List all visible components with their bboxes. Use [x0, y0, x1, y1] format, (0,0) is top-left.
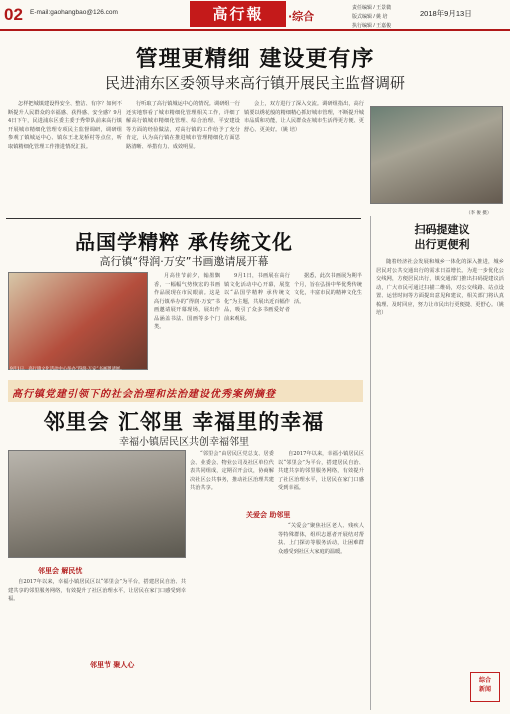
neighbor-column-2: “邻里会”由居民区党总支、居委会、业委会、物业公司及社区单位代表共同组成，定期召开会议，协商解决社区公共事务，推动社区治理共建共治共享。	[190, 451, 274, 491]
culture-column-1: 月高佳节前夕，翰墨飘香，一幅幅气势恢宏的书画作品展现在市民眼前。这是高行镇举办的“得润·万安”书画邀请展开幕现场，展出作品涵盖书法、国画等多个门类。	[154, 273, 220, 330]
page-number: 02	[4, 5, 23, 24]
editor-credits	[352, 4, 391, 31]
sidebar-body: 随着经济社会发展和城乡一体化的深入推进，城乡居民对公共交通出行的需求日益增长。为进一步优化公交线网，方便居民出行，镇交通部门推出扫码提建议活动，广大市民可通过扫描二维码，对公交线路、站点设置、运营时间等方面提出意见和建议，相关部门将认真梳理、及时回应，努力让市民出行更便捷、更舒心。（姚 培）	[376, 259, 504, 316]
header-rule	[0, 29, 510, 31]
subhead-festival: 邻里节 聚人心	[90, 661, 135, 669]
exhibition-caption: 9月1日，高行镇文化活动中心举办“得润·万安”书画邀请展。	[10, 367, 125, 372]
subhead-relieve: 邻里会 解民忧	[38, 567, 83, 575]
section-divider	[6, 218, 361, 219]
exhibition-photo	[8, 272, 148, 370]
lead-subheadline: 民进浦东区委领导来高行镇开展民主监督调研	[104, 74, 405, 92]
neighbor-photo	[8, 450, 186, 558]
stamp-text: 综合 新闻	[478, 677, 491, 693]
neighbor-column-3a: 自2017年以来，幸福小镇居民区以“邻里会”为平台，搭建居民自治、共建共享的邻里服务网络，有效提升了社区治理水平，让居民在家门口感受到幸福。	[278, 451, 364, 491]
lead-column-1: 怎样把城镇建设得安全、整洁、有序？如何不断提升人民群众的幸福感、获得感、安全感？9月4日下午，民进浦东区委主委于秀带队前来高行镇开展城市精细化管理专项民主监督调研，调研组参观了镇城运中心、镇东王北龙桥村等点位，听取镇精细化管理工作推进情况汇报。	[8, 101, 122, 150]
issue-date: 2018年9月13日	[420, 9, 472, 18]
lead-column-2: 行听取了高行镇城运中心的情况。调研组一行还实地察看了城市精细化管理相关工作，详细了解高行镇城市精细化管理、综合治理、平安建设等方面的经验做法，对高行镇的工作给予了充分肯定，认为高行镇在推进城市管理精细化方面思路清晰、举措有力、成效明显。	[126, 101, 240, 150]
editor-line: 责任编辑 / 王景微	[352, 5, 392, 11]
lead-headline: 管理更精细 建设更有序	[135, 47, 375, 72]
section-stamp	[470, 672, 500, 702]
editor-line: 版式编辑 / 姚 培	[352, 14, 388, 20]
section-label: ·综合	[288, 10, 315, 23]
photo-credit: （李 俊 摄）	[466, 211, 492, 216]
column-rule	[370, 216, 371, 710]
subhead-care: 关爱会 助邻里	[246, 511, 291, 519]
neighbor-column-3: “关爱会”聚焦社区老人、残疾人等特殊群体，组织志愿者开展结对帮扶、上门探访等服务活动，让困难群众感受到社区大家庭的温暖。	[278, 523, 364, 555]
culture-subheadline: 高行镇“得润·万安”书画邀请展开幕	[99, 255, 269, 268]
neighbor-subheadline: 幸福小镇居民区共创幸福邻里	[119, 437, 249, 448]
sidebar-headline	[380, 222, 504, 252]
lead-column-3: 会上，双方进行了深入交流。调研组指出，高行镇要以绣花般的精细精心抓好城市管理，不断提升城市品质和功能，让人民群众在城市生活得更方便、更舒心、更美好。（姚 培）	[244, 101, 364, 133]
neighbor-headline: 邻里会 汇邻里 幸福里的幸福	[43, 410, 325, 434]
masthead-logo: 高行報	[190, 1, 286, 27]
culture-column-2: 9月1日，书画展在高行镇文化活动中心开幕，展览以“品国学精粹 承传统文化”为主题，共展出近百幅作品，吸引了众多书画爱好者前来观展。	[224, 273, 290, 322]
lead-photo	[370, 106, 503, 204]
culture-column-3: 据悉，此次书画展为期半个月，旨在弘扬中华优秀传统文化，丰富市民的精神文化生活。	[294, 273, 362, 305]
culture-headline: 品国学精粹 承传统文化	[75, 230, 293, 254]
email-address[interactable]: E-mail:gaohangbao@126.com	[30, 9, 118, 16]
neighbor-column-1: 自2017年以来，幸福小镇居民区以“邻里会”为平台，搭建居民自治、共建共享的邻里服务网络，有效提升了社区治理水平，让居民在家门口感受到幸福。	[8, 579, 186, 602]
sidebar-title: 扫码提建议 出行更便利	[414, 223, 470, 251]
editor-line: 执行编辑 / 王嘉俊	[352, 23, 392, 29]
page-header	[0, 0, 510, 30]
series-banner-text: 高行镇党建引领下的社会治理和法治建设优秀案例摘登	[12, 389, 276, 400]
